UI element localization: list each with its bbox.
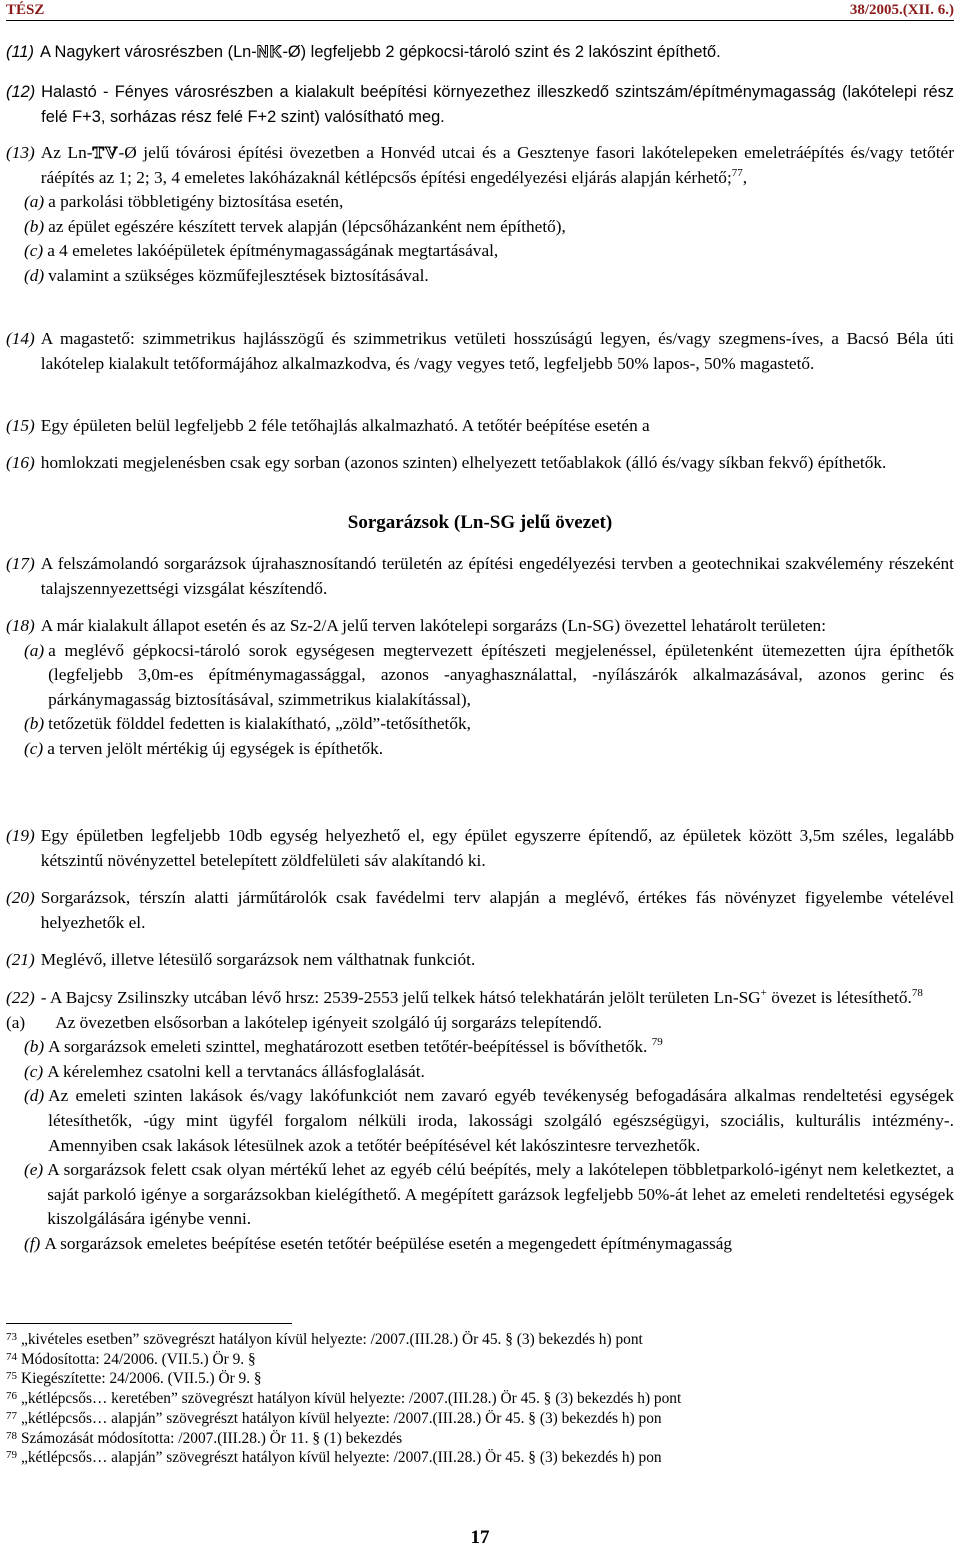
zone-code-outline: NK [256,43,283,61]
list-item: (c) a terven jelölt mértékig új egységek is építhetők. [24,738,384,758]
paragraph-text: Egy épületen belül legfeljebb 2 féle tetőhajlás alkalmazható. A tetőtér beépítése esetén a [40,416,650,435]
paragraph-text: Az Ln-TV-Ø jelű tóvárosi építési övezetben a Honvéd utcai és a Gesztenye fasori lakótelepeken emeletráépítés és/vagy tetőtér ráépítés az 1; 2; 3, 4 emeletes lakóházaknál kétlépcsős építési engedélyezési eljárás alapján kérhető;$^{77}$, [40,143,954,187]
paragraph-15 [6,414,954,439]
paragraph-18 [6,614,954,762]
header-title: TÉSZ [6,2,45,18]
footnote: 73 „kivételes esetben” szövegrészt hatályon kívül helyezte: /2007.(III.28.) Ör 45. § (3) bekezdés h) pont [6,1331,643,1348]
list-item: (f) A sorgarázsok emeletes beépítése esetén tetőtér beépülése esetén a megengedett építménymagasság [24,1233,733,1253]
paragraph-text: homlokzati megjelenésben csak egy sorban (azonos szinten) elhelyezett tetőablakok (álló és/vagy síkban fekvő) építhetők. [40,453,887,472]
footnote-ref[interactable]: 78 [911,987,923,1000]
paragraph-13 [6,141,954,289]
paragraph-21 [6,948,954,973]
paragraph-number: (15) [6,416,35,435]
header-divider [6,20,954,21]
footnote-ref[interactable]: 79 [651,1036,663,1049]
footnote-divider [6,1323,292,1324]
list-item: (a) a meglévő gépkocsi-tároló sorok egységesen megtervezett építészeti megjelenéssel, épületenként ütemezetten újra építhetők (legfeljebb 3,0m-es építménymagassággal, azonos -anyaghasználattal, -nyílászárók alkalmazásával, azonos gerinc és párkánymagasság biztosításával, szimmetrikus kialakítással), [24,640,954,709]
paragraph-number: (17) [6,554,35,573]
footnote-number: 76 [6,1390,17,1403]
paragraph-number: (20) [6,888,35,907]
paragraph-text: A magastető: szimmetrikus hajlásszögű és szimmetrikus vetületi hosszúságú legyen, és/vagy szegmens-íves, a Bacsó Béla úti lakótelep kialakult tetőformájához alkalmazkodva, és /vagy vegyes tető, legfeljebb 50% lapos-, 50% magastető. [40,329,954,373]
list-item: (b) A sorgarázsok emeleti szinttel, meghatározott esetben tetőtér-beépítéssel is bővíthetők. $^{79}$ [24,1036,663,1057]
footnote: 75 Kiegészítette: 24/2006. (VII.5.) Ör 9. § [6,1370,262,1388]
paragraph-12 [6,80,954,129]
paragraph-number: (12) [6,83,36,101]
list-item: (e) A sorgarázsok felett csak olyan mértékű lehet az egyéb célú beépítés, mely a lakótelepen többletparkoló-igényt nem keletkeztet, a saját parkoló igénye a sorgarázsokban kielégíthető. A megépített garázsok legfeljebb 50%-át lehet az emeleti rendeltetési egységek kiszolgálására igénybe venni. [24,1160,954,1229]
paragraph-text: - A Bajcsy Zsilinszky utcában lévő hrsz: 2539-2553 jelű telkek hátsó telekhatárán jelölt területen Ln-SG+ övezet is létesíthető.$^{78}$ [40,987,923,1007]
list-item: (a) Az övezetben elsősorban a lakótelep igényeit szolgáló új sorgarázs telepítendő. [6,1012,602,1032]
footnote: 74 Módosította: 24/2006. (VII.5.) Ör 9. § [6,1350,256,1368]
paragraph-number: (14) [6,329,35,348]
footnote-number: 75 [6,1370,17,1383]
section-heading: Sorgarázsok (Ln-SG jelű övezet) [347,512,613,533]
footnote: 79 „kétlépcsős… alapján” szövegrészt hatályon kívül helyezte: /2007.(III.28.) Ör 45. § (3) bekezdés h) pon [6,1449,662,1467]
paragraph-number: (18) [6,616,35,635]
paragraph-text: Halastó - Fényes városrészben a kialakult beépítési környezethez illeszkedő szintszám/építménymagasság (lakótelepi rész felé F+3, sorházas rész felé F+2 szint) valósítható meg. [41,83,954,126]
footnote-ref[interactable]: 77 [731,166,743,179]
footnote-number: 78 [6,1429,17,1442]
footnote: 78 Számozását módosította: /2007.(III.28.) Ör 11. § (1) bekezdés [6,1429,403,1447]
paragraph-22 [6,986,954,1257]
paragraph-16 [6,451,954,476]
list-item: (d) valamint a szükséges közműfejlesztések biztosításával. [24,265,429,285]
footnote-number: 74 [6,1350,17,1363]
paragraph-text: A felszámolandó sorgarázsok újrahasznosítandó területén az építési engedélyezési tervben a geotechnikai szakvélemény részeként talajszennyezettségi vizsgálat készítendő. [40,554,954,598]
paragraph-text: A már kialakult állapot esetén és az Sz-2/A jelű terven lakótelepi sorgarázs (Ln-SG) övezettel lehatárolt területen: [40,616,826,635]
list-item: (c) A kérelemhez csatolni kell a tervtanács állásfoglalását. [24,1061,425,1081]
paragraph-number: (21) [6,950,35,969]
header-reference: 38/2005.(XII. 6.) [849,2,954,18]
paragraph-text: Sorgarázsok, térszín alatti járműtárolók csak favédelmi terv alapján a meglévő, értékes fás növényzet figyelembe vételével helyezhetők el. [40,888,954,932]
list-item: (b) tetőzetük földdel fedetten is kialakítható, „zöld”-tetősíthetők, [24,714,471,734]
paragraph-14 [6,327,954,376]
paragraph-text: Egy épületben legfeljebb 10db egység helyezhető el, egy épület egyszerre építendő, az épületek között 3,5m széles, legalább kétszintű növényzettel betelepített zöldfelületi sáv alakítandó ki. [40,826,954,870]
running-header [6,2,954,19]
paragraph-text: A Nagykert városrészben (Ln-NK-Ø) legfeljebb 2 gépkocsi-tároló szint és 2 lakószint építhető. [39,43,721,61]
page-number: 17 [470,1527,490,1548]
paragraph-text: Meglévő, illetve létesülő sorgarázsok nem válthatnak funkciót. [40,950,476,969]
paragraph-11 [6,40,954,65]
list-item: (b) az épület egészére készített tervek alapján (lépcsőházanként nem építhető), [24,216,566,236]
list-item: (c) a 4 emeletes lakóépületek építménymagasságának megtartásával, [24,241,499,261]
footnote: 76 „kétlépcsős… keretében” szövegrészt hatályon kívül helyezte: /2007.(III.28.) Ör 45. § (3) bekezdés h) pont [6,1390,682,1408]
paragraph-20 [6,886,954,935]
footnote-number: 79 [6,1449,17,1462]
footnote-number: 73 [6,1331,17,1343]
paragraph-number: (19) [6,826,35,845]
paragraph-number: (11) [6,43,34,61]
paragraph-number: (13) [6,143,35,162]
paragraph-19 [6,824,954,873]
paragraph-number: (22) [6,988,35,1007]
paragraph-number: (16) [6,453,35,472]
list-item: (d) Az emeleti szinten lakások és/vagy lakófunkciót nem zavaró egyéb tevékenység befogadására alkalmas rendeltetési egységek létesíthetők, -úgy mint ügyfél forgalom nélküli iroda, lakossági szolgáló egészségügyi, szociális, kulturális intézmény-. Amennyiben csak lakások létesülnek azok a tetőtér beépítésével két lakószintesre tervezhetők. [24,1086,954,1155]
paragraph-17 [6,552,954,601]
zone-code-outline: TV [92,143,119,162]
footnotes [6,1330,954,1468]
footnote: 77 „kétlépcsős… alapján” szövegrészt hatályon kívül helyezte: /2007.(III.28.) Ör 45. § (3) bekezdés h) pon [6,1409,662,1427]
list-item: (a) a parkolási többletigény biztosítása esetén, [24,192,344,212]
footnote-number: 77 [6,1409,17,1422]
